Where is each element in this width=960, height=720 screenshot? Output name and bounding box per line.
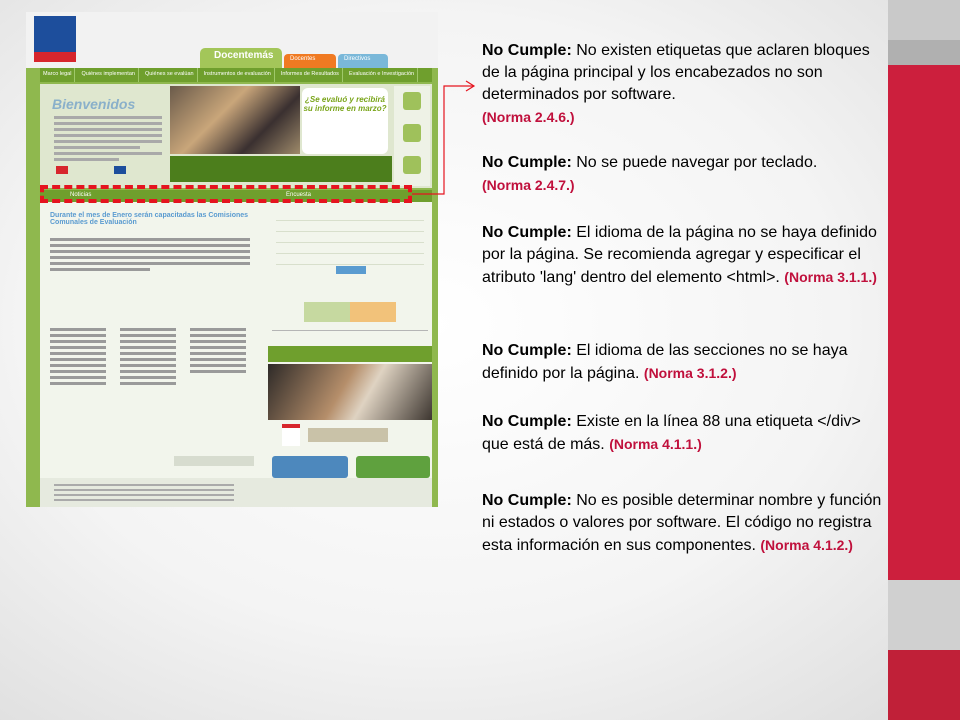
- note-norm: (Norma 4.1.1.): [609, 436, 702, 452]
- note-norm: (Norma 2.4.6.): [482, 109, 575, 125]
- note-text: No existen etiquetas que aclaren bloques de la página principal y los encabezados no son determinados por software.: [482, 42, 870, 103]
- site-nav-item: Evaluación e Investigación: [346, 68, 418, 82]
- note-norm: (Norma 2.4.7.): [482, 177, 575, 193]
- site-tab-docentes: Docentes: [284, 54, 336, 68]
- note-label: No Cumple:: [482, 42, 572, 59]
- site-promo: ¿Se evaluó y recibirá su informe en marzo?: [302, 88, 388, 154]
- note-item: [482, 490, 890, 557]
- note-text: Existe en la línea 88 una etiqueta </div> que está de más.: [482, 413, 861, 453]
- note-label: No Cumple:: [482, 224, 572, 241]
- note-item: [482, 340, 890, 385]
- note-item: [482, 222, 890, 289]
- note-item: [482, 40, 890, 129]
- note-label: No Cumple:: [482, 413, 572, 430]
- note-text: No es posible determinar nombre y función ni estados o valores por software. El código no registra esta información en sus componentes.: [482, 492, 882, 554]
- note-text: No se puede navegar por teclado.: [571, 154, 818, 171]
- site-tab-directivos: Directivos: [338, 54, 388, 68]
- site-nav-item: Quiénes implementan: [78, 68, 139, 82]
- site-brand-tab: Docentemás: [200, 48, 282, 68]
- note-item: [482, 411, 890, 456]
- note-label: No Cumple:: [482, 492, 572, 509]
- site-nav-item: Informes de Resultados: [278, 68, 343, 82]
- note-norm: (Norma 3.1.1.): [784, 269, 877, 285]
- note-label: No Cumple:: [482, 342, 572, 359]
- site-section-survey: Encuesta: [286, 192, 312, 198]
- note-text: El idioma de la página no se haya definido por la página. Se recomienda agregar y especificar el atributo 'lang' dentro del elemento <html>.: [482, 224, 877, 286]
- note-norm: (Norma 4.1.2.): [760, 537, 853, 553]
- note-item: [482, 152, 890, 197]
- site-nav-item: Marco legal: [40, 68, 75, 82]
- site-nav-item: Instrumentos de evaluación: [201, 68, 275, 82]
- site-nav-item: Quiénes se evalúan: [142, 68, 198, 82]
- note-text: El idioma de las secciones no se haya definido por la página.: [482, 342, 848, 382]
- site-news-title: Durante el mes de Enero serán capacitadas las Comisiones Comunales de Evaluación: [50, 212, 249, 226]
- note-label: No Cumple:: [482, 154, 572, 171]
- site-section-news: Noticias: [70, 192, 92, 198]
- site-welcome: Bienvenidos: [52, 96, 136, 112]
- note-norm: (Norma 3.1.2.): [643, 365, 737, 381]
